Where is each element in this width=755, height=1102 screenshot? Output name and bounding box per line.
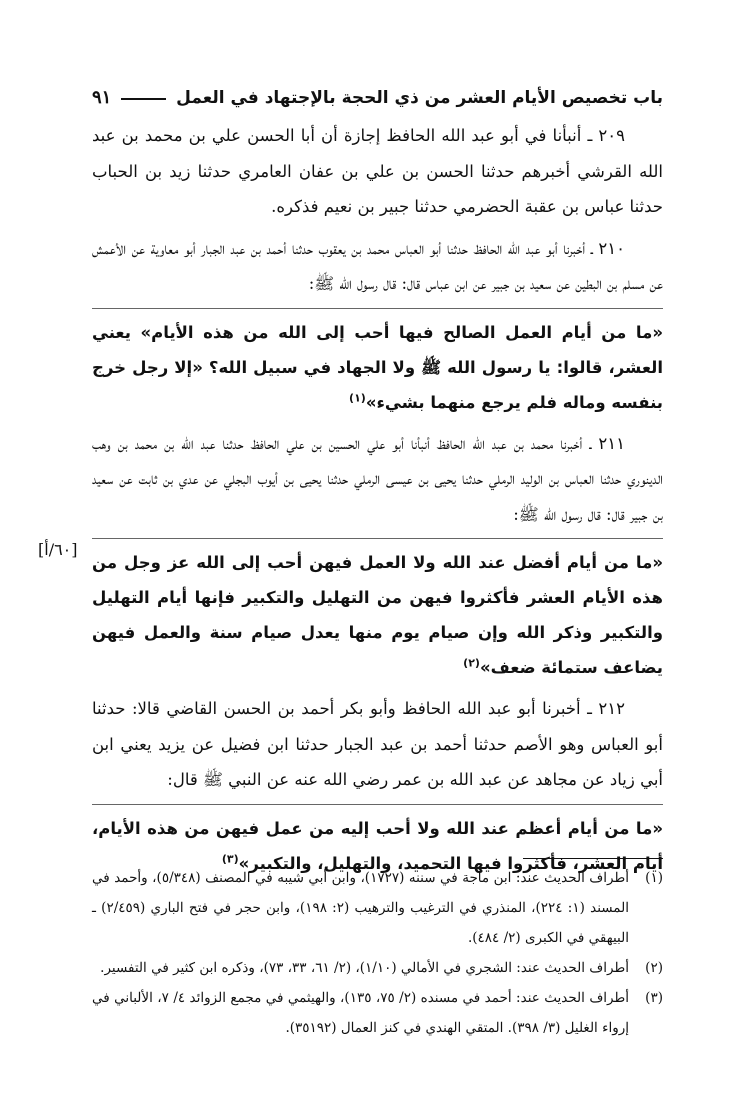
footnote-number: (٢) bbox=[645, 960, 663, 976]
hadith-211-block bbox=[38, 426, 663, 559]
footnote-ref-1[interactable]: (١) bbox=[349, 391, 366, 404]
footnote-number: (٣) bbox=[645, 990, 663, 1006]
footnote-text: أطراف الحديث عند: الشجري في الأمالي (١/١٠)، (٢/ ٦١، ٣٣، ٧٣)، وذكره ابن كثير في التفسير. bbox=[100, 960, 629, 976]
footnote-ref-2[interactable]: (٢) bbox=[463, 656, 480, 670]
hadith-211-matn: «ما من أيام أفضل عند الله ولا العمل فيهن أحب إلى الله عز وجل من هذه الأيام العشر فأكثروا فيهن من التهليل والتكبير فإنها أيام التهليل والتكبير وذكر الله وإن صيام يوم منها يعدل صيام سنة والعمل فيهن يضاعف ستمائة ضعف» bbox=[92, 553, 663, 677]
chapter-title: باب تخصيص الأيام العشر من ذي الحجة بالإجتهاد في العمل bbox=[176, 88, 663, 108]
hadith-210-matn: «ما من أيام العمل الصالح فيها أحب إلى الله من هذه الأيام» يعني العشر، قالوا: يا رسول الله ﷺ ولا الجهاد في سبيل الله؟ «إلا رجل خرج بنفسه وماله فلم يرجع منهما بشيء» bbox=[92, 322, 663, 412]
footnotes bbox=[92, 858, 663, 1043]
footnote-item bbox=[92, 953, 663, 983]
manuscript-folio-marker: [٦٠/أ] bbox=[38, 539, 78, 559]
footnote-item bbox=[92, 983, 663, 1043]
footnote-separator bbox=[523, 858, 663, 859]
footnote-ref-3[interactable]: (٣) bbox=[221, 852, 239, 865]
hadith-209-chain: ٢٠٩ ـ أنبأنا في أبو عبد الله الحافظ إجازة أن أبا الحسن علي بن محمد بن عبد الله القرشي أخبرهم حدثنا الحسن بن علي بن عفان العامري حدثنا زيد بن الحباب حدثنا عباس بن عقبة الحضرمي حدثنا جبير بن نعيم فذكره. bbox=[92, 126, 663, 216]
header-rule bbox=[121, 98, 166, 100]
running-header bbox=[92, 74, 663, 108]
page-number: ٩١ bbox=[92, 87, 112, 108]
hadith-212-chain: ٢١٢ ـ أخبرنا أبو عبد الله الحافظ وأبو بكر أحمد بن الحسن القاضي قالا: حدثنا أبو العباس وهو الأصم حدثنا أحمد بن عبد الجبار حدثنا ابن فضيل عن يزيد يعني ابن أبي زياد عن مجاهد عن عبد الله بن عمر رضي الله عنه عن النبي ﷺ قال: bbox=[92, 699, 663, 789]
hadith-211-text bbox=[92, 538, 663, 685]
hadith-211-chain: ٢١١ ـ أخبرنا محمد بن عبد الله الحافظ أنبأنا أبو علي الحسين بن علي الحافظ حدثنا عبد الله بن محمد بن وهب الدينوري حدثنا العباس بن الوليد الرملي حدثنا يحيى بن عيسى الرملي حدثنا يحيى بن أيوب البجلي عن عدي بن ثابت عن سعيد بن جبير قال: قال رسول الله ﷺ: bbox=[92, 433, 663, 524]
footnote-item bbox=[92, 863, 663, 953]
main-text bbox=[38, 118, 663, 887]
footnote-text: أطراف الحديث عند: أحمد في مسنده (٢/ ٧٥، ١٣٥)، والهيثمي في مجمع الزوائد ٤/ ٧، الألباني في إرواء الغليل (٣/ ٣٩٨). المتقي الهندي في كنز العمال (٣٥١٩٢). bbox=[92, 990, 630, 1036]
hadith-210-text bbox=[92, 308, 663, 420]
hadith-210-chain: ٢١٠ ـ أخبرنا أبو عبد الله الحافظ حدثنا أبو العباس محمد بن يعقوب حدثنا أحمد بن عبد الجبار أبو معاوية عن الأعمش عن مسلم بن البطين عن سعيد بن جبير عن ابن عباس قال: قال رسول الله ﷺ: bbox=[92, 238, 663, 293]
hadith-212-matn: «ما من أيام أعظم عند الله ولا أحب إليه من عمل فيهن من هذه الأيام، أيام العشر، فأكثروا فيها التحميد، والتهليل، والتكبير» bbox=[92, 818, 663, 873]
footnote-number: (١) bbox=[645, 870, 663, 886]
footnote-text: أطراف الحديث عند: ابن ماجة في سننه (١٧٢٧)، وابن أبي شيبه في المصنف (٥/٣٤٨)، وأحمد في المسند (١: ٢٢٤)، المنذري في الترغيب والترهيب (٢: ١٩٨)، وابن حجر في فتح الباري (٢/٤٥٩) ـ البيهقي في الكبرى (٢/ ٤٨٤). bbox=[92, 870, 630, 946]
